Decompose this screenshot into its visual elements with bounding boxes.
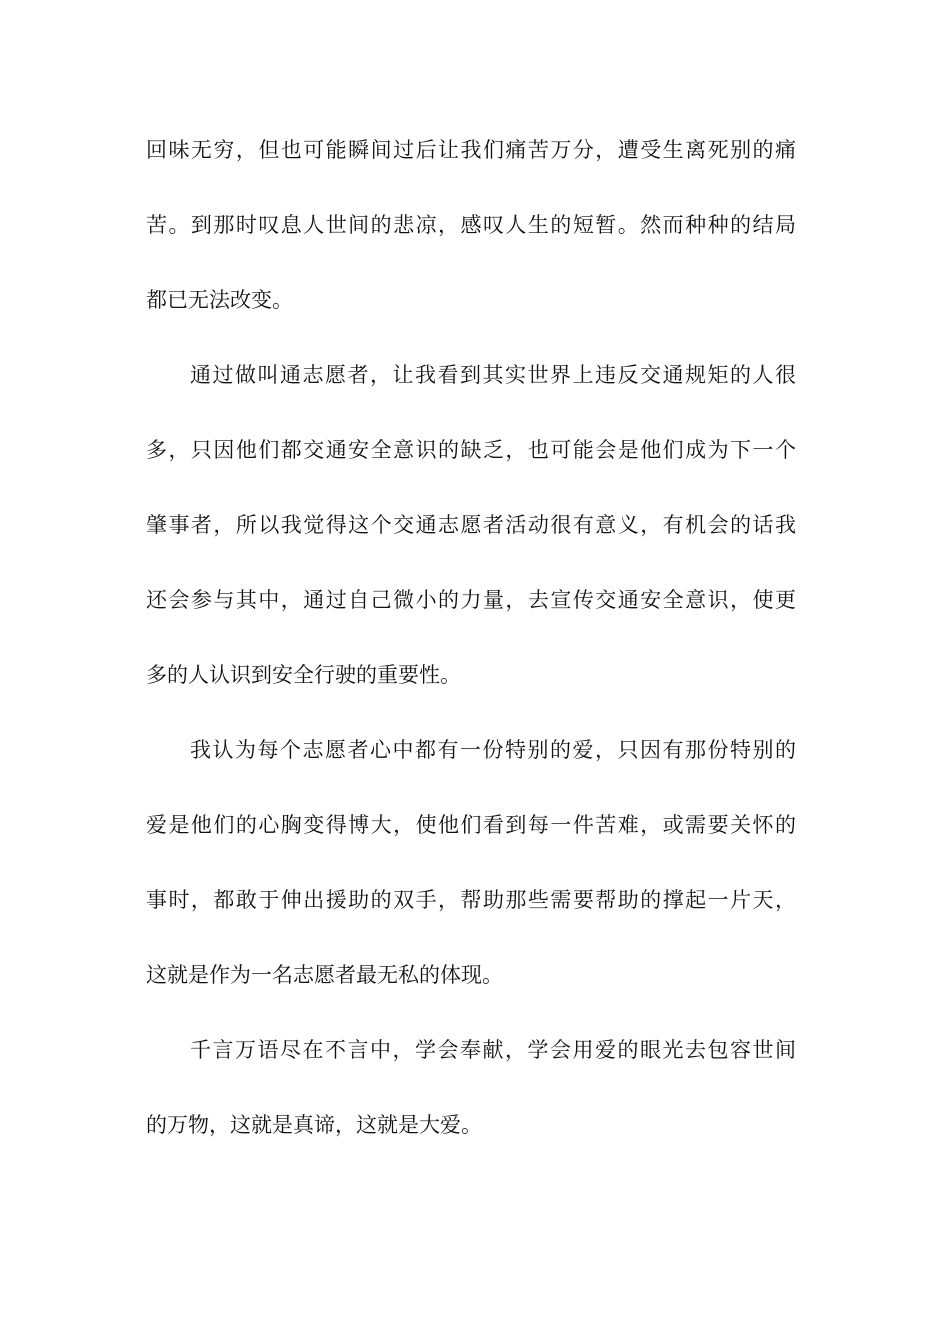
- paragraph-2-line-2: 多，只因他们都交通安全意识的缺乏，也可能会是他们成为下一个: [146, 438, 796, 462]
- paragraph-2-line-5: 多的人认识到安全行驶的重要性。: [146, 663, 461, 687]
- paragraph-3-line-1: 我认为每个志愿者心中都有一份特别的爱，只因有那份特别的: [190, 738, 796, 762]
- paragraph-1-line-1: 回味无穷，但也可能瞬间过后让我们痛苦万分，遭受生离死别的痛: [146, 138, 796, 162]
- paragraph-2-line-4: 还会参与其中，通过自己微小的力量，去宣传交通安全意识，使更: [146, 588, 796, 612]
- paragraph-2-line-3: 肇事者，所以我觉得这个交通志愿者活动很有意义，有机会的话我: [146, 513, 796, 537]
- paragraph-1-line-3: 都已无法改变。: [146, 288, 293, 312]
- paragraph-4-line-2: 的万物，这就是真谛，这就是大爱。: [146, 1113, 482, 1137]
- paragraph-3-line-4: 这就是作为一名志愿者最无私的体现。: [146, 963, 503, 987]
- paragraph-3-line-2: 爱是他们的心胸变得博大，使他们看到每一件苦难，或需要关怀的: [146, 813, 796, 837]
- paragraph-4-line-1: 千言万语尽在不言中，学会奉献，学会用爱的眼光去包容世间: [190, 1038, 796, 1062]
- paragraph-3-line-3: 事时，都敢于伸出援助的双手，帮助那些需要帮助的撑起一片天，: [146, 888, 796, 912]
- paragraph-1-line-2: 苦。到那时叹息人世间的悲凉，感叹人生的短暂。然而种种的结局: [146, 213, 796, 237]
- paragraph-2-line-1: 通过做叫通志愿者，让我看到其实世界上违反交通规矩的人很: [190, 363, 796, 387]
